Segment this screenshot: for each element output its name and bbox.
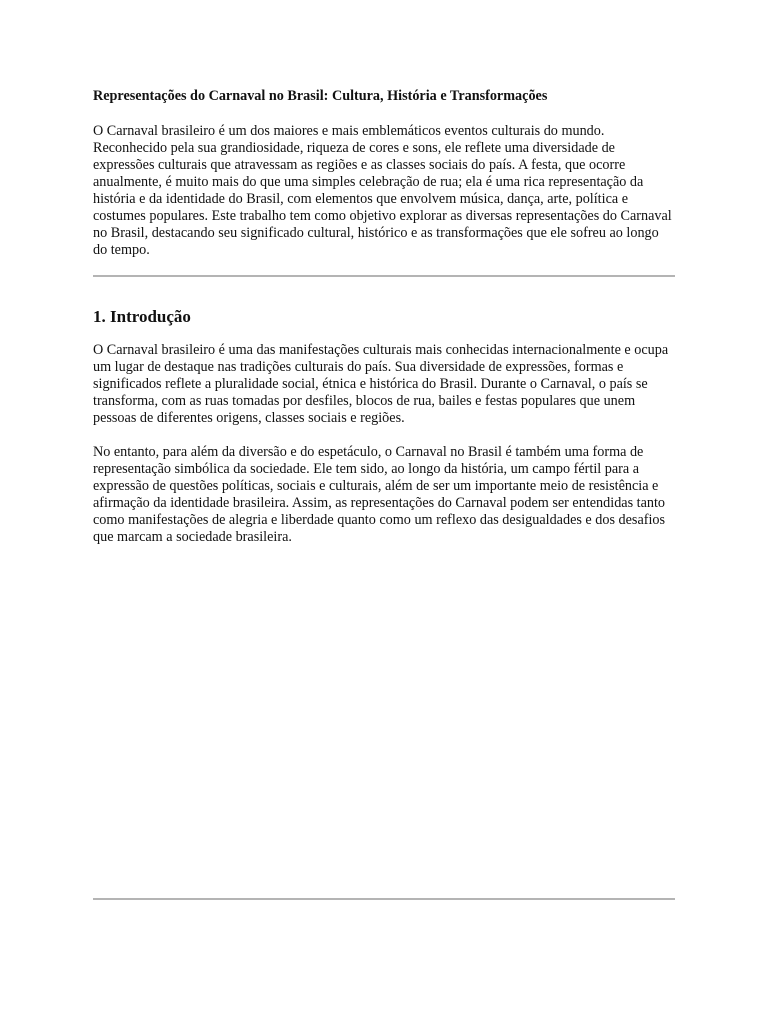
abstract-paragraph: O Carnaval brasileiro é um dos maiores e mais emblemáticos eventos culturais do mundo. Reconhecido pela sua grandiosidade, riqueza de cores e sons, ele reflete uma diversidade de expressões culturais que atravessam as regiões e as classes sociais do país. A festa, que ocorre anualmente, é muito mais do que uma simples celebração de rua; ela é uma rica representação da história e da identidade do Brasil, com elementos que envolvem música, dança, arte, política e costumes populares. Este trabalho tem como objetivo explorar as diversas representações do Carnaval no Brasil, destacando seu significado cultural, histórico e as transformações que ele sofreu ao longo do tempo. (93, 123, 672, 258)
section-divider (93, 275, 675, 277)
intro-paragraph-2: No entanto, para além da diversão e do espetáculo, o Carnaval no Brasil é também uma forma de representação simbólica da sociedade. Ele tem sido, ao longo da história, um campo fértil para a expressão de questões políticas, sociais e culturais, além de ser um importante meio de resistência e afirmação da identidade brasileira. Assim, as representações do Carnaval podem ser entendidas tanto como manifestações de alegria e liberdade quanto como um reflexo das desigualdades e dos desafios que marcam a sociedade brasileira. (93, 444, 666, 545)
document-body (93, 88, 675, 546)
section-heading-introducao: 1. Introdução (93, 307, 191, 326)
intro-paragraph-1: O Carnaval brasileiro é uma das manifestações culturais mais conhecidas internacionalmente e ocupa um lugar de destaque nas tradições culturais do país. Sua diversidade de expressões, formas e significados reflete a pluralidade social, étnica e histórica do Brasil. Durante o Carnaval, o país se transforma, com as ruas tomadas por desfiles, blocos de rua, bailes e festas populares que unem pessoas de diferentes origens, classes sociais e regiões. (93, 342, 669, 426)
page-bottom-divider (93, 898, 675, 900)
document-title: Representações do Carnaval no Brasil: Cultura, História e Transformações (93, 88, 548, 104)
